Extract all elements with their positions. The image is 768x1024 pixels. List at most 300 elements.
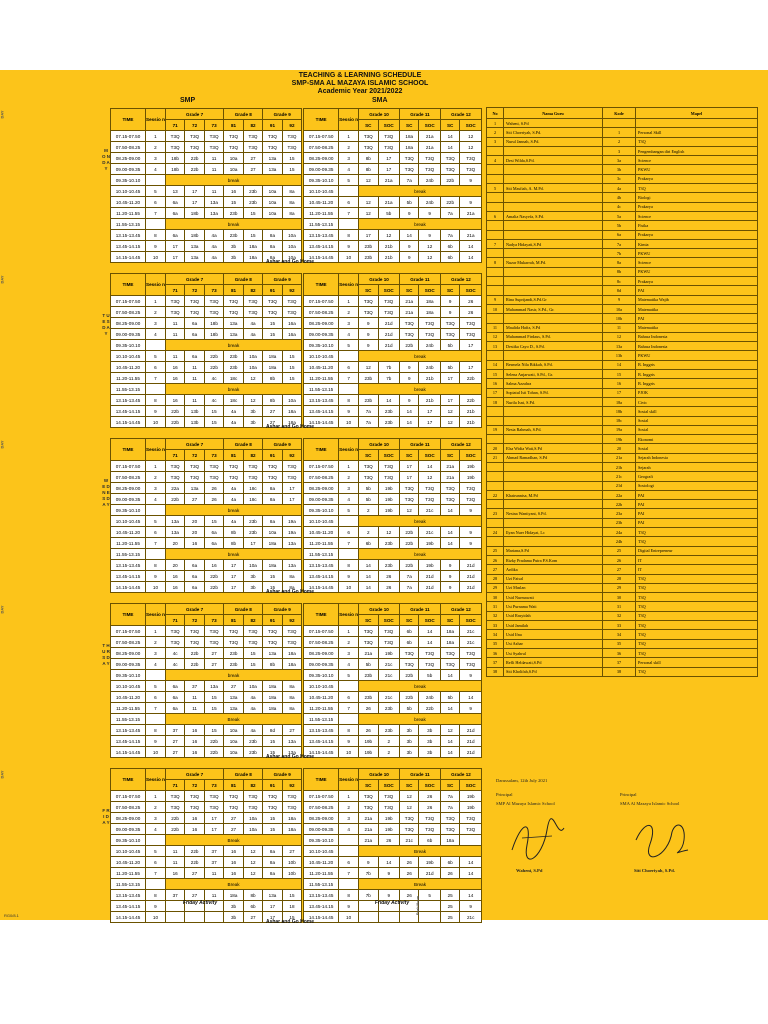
session-cell	[146, 835, 166, 846]
time-cell: 07.50-08.25	[111, 802, 146, 813]
staff-subject: T3Q	[636, 602, 758, 611]
sma-subject-cell: 3b	[419, 736, 440, 747]
column-gap	[302, 450, 304, 461]
sma-class-header: SOC	[378, 285, 399, 296]
sma-subject-cell: 21b	[378, 252, 399, 263]
sma-subject-cell: 23b	[378, 538, 399, 549]
smp-subject-cell: 11	[204, 890, 223, 901]
smp-subject-cell: 18a	[263, 681, 282, 692]
smp-subject-cell: 16	[165, 362, 184, 373]
smp-subject-cell: 3b	[243, 582, 262, 593]
smp-subject-cell: 16	[165, 582, 184, 593]
sma-subject-cell: 3b	[400, 736, 419, 747]
staff-code: 8a	[603, 258, 636, 267]
schedule-row	[111, 868, 482, 879]
sma-subject-cell: 17	[378, 153, 399, 164]
sma-class-header: SOC	[460, 285, 482, 296]
sma-subject-cell: 21a	[440, 472, 459, 483]
schedule-row	[111, 153, 482, 164]
time-header: TIME	[304, 769, 339, 791]
session-cell: 9	[339, 736, 359, 747]
smp-subject-cell: 6a	[185, 318, 204, 329]
smp-subject-cell: 15	[263, 824, 282, 835]
session-cell	[339, 846, 359, 857]
smp-class-header: 72	[185, 615, 204, 626]
schedule-row	[111, 692, 482, 703]
session-cell	[146, 714, 166, 725]
smp-class-header: 81	[224, 780, 243, 791]
staff-code: 6a	[603, 230, 636, 239]
sma-subject-cell: 23b	[359, 373, 378, 384]
sma-subject-cell: 21d	[419, 582, 440, 593]
staff-row	[487, 602, 758, 611]
smp-class-header: 92	[282, 120, 301, 131]
session-cell: 6	[339, 197, 359, 208]
staff-row	[487, 388, 758, 397]
sma-class-header: SC	[440, 120, 459, 131]
smp-subject-cell: 10a	[282, 241, 301, 252]
sma-subject-cell: 22b	[400, 527, 419, 538]
sma-subject-cell: 26	[378, 582, 399, 593]
staff-no: 29	[487, 583, 504, 592]
sma-subject-cell: 18a	[419, 296, 440, 307]
sma-subject-cell: T3Q	[460, 813, 482, 824]
sma-subject-cell: 9	[359, 318, 378, 329]
praktikum-label: Praktikum	[415, 895, 421, 916]
session-header: Sessio n	[146, 439, 166, 461]
smp-subject-cell: 8a	[263, 846, 282, 857]
time-cell: 10.10-10.45	[304, 681, 339, 692]
smp-class-header: 73	[204, 450, 223, 461]
sma-subject-cell: 22b	[460, 373, 482, 384]
staff-code: 13a	[603, 342, 636, 351]
smp-subject-cell: 10a	[224, 747, 243, 758]
sma-subject-cell: 3b	[400, 725, 419, 736]
session-cell: 6	[339, 857, 359, 868]
day-letters: T H U R S D A Y	[102, 643, 110, 666]
staff-row	[487, 342, 758, 351]
staff-code: 30	[603, 593, 636, 602]
session-cell	[146, 670, 166, 681]
sma-subject-cell: 23b	[359, 670, 378, 681]
smp-subject-cell: 15	[243, 659, 262, 670]
smp-class-header: 82	[243, 615, 262, 626]
staff-name	[504, 351, 603, 360]
smp-subject-cell: 18a	[263, 560, 282, 571]
schedule-row	[111, 395, 482, 406]
smp-class-header: 81	[224, 450, 243, 461]
sma-subject-cell: 26	[460, 296, 482, 307]
smp-subject-cell: 18a	[282, 648, 301, 659]
staff-name	[504, 472, 603, 481]
staff-row	[487, 211, 758, 220]
sma-subject-cell: T3Q	[440, 318, 459, 329]
session-cell: 8	[146, 230, 166, 241]
schedule-row	[111, 175, 482, 186]
time-cell: 09.00-09.35	[304, 824, 339, 835]
time-cell: 09.00-09.35	[111, 494, 146, 505]
smp-grade-header: Grade 7	[165, 769, 223, 780]
smp-subject-cell: 18a	[224, 890, 243, 901]
smp-class-header: 72	[185, 450, 204, 461]
smp-class-header: 71	[165, 780, 184, 791]
sma-subject-cell: T3Q	[419, 318, 440, 329]
schedule-row	[111, 560, 482, 571]
smp-subject-cell: 13a	[282, 736, 301, 747]
staff-code: 21d	[603, 481, 636, 490]
session-cell: 3	[146, 318, 166, 329]
time-cell: 14.15-14.45	[111, 252, 146, 263]
staff-row	[487, 472, 758, 481]
staff-subject: Bahasa Indonesia	[636, 342, 758, 351]
staff-subject: PAI	[636, 518, 758, 527]
time-cell: 11.20-11.55	[304, 373, 339, 384]
smp-subject-cell: 22b	[165, 417, 184, 428]
smp-subject-cell: T3Q	[165, 802, 184, 813]
session-header: Sessio n	[146, 109, 166, 131]
staff-subject: PAI	[636, 314, 758, 323]
sma-subject-cell: 2	[378, 736, 399, 747]
smp-subject-cell: 4a	[243, 725, 262, 736]
staff-no: 35	[487, 639, 504, 648]
smp-subject-cell: 10a	[224, 725, 243, 736]
sma-subject-cell: 9	[400, 395, 419, 406]
time-cell: 11.55-13.15	[111, 879, 146, 890]
staff-name	[504, 193, 603, 202]
smp-subject-cell: T3Q	[204, 472, 223, 483]
sma-subject-cell: 25	[440, 912, 459, 923]
smp-subject-cell: 27	[243, 164, 262, 175]
session-cell: 8	[339, 890, 359, 901]
sma-subject-cell: 23b	[359, 692, 378, 703]
staff-code: 38	[603, 667, 636, 676]
smp-subject-cell: T3Q	[263, 472, 282, 483]
staff-row	[487, 490, 758, 499]
sma-subject-cell: 21a	[359, 648, 378, 659]
staff-subject: T3Q	[636, 583, 758, 592]
smp-subject-cell: T3Q	[224, 307, 243, 318]
staff-name	[504, 267, 603, 276]
sma-grade-header: Grade 12	[440, 439, 481, 450]
smp-subject-cell: 15	[263, 318, 282, 329]
time-cell: 14.15-14.45	[111, 417, 146, 428]
staff-code: 31	[603, 602, 636, 611]
schedule-row	[111, 329, 482, 340]
time-cell: 10.45-11.20	[304, 362, 339, 373]
smp-class-header: 81	[224, 285, 243, 296]
smp-subject-cell: 8b	[263, 659, 282, 670]
sma-break-cell: break	[359, 516, 482, 527]
sma-subject-cell: 19b	[378, 483, 399, 494]
sma-subject-cell: 23b	[359, 252, 378, 263]
staff-row	[487, 407, 758, 416]
session-cell: 9	[146, 571, 166, 582]
staff-header-code: Kode	[603, 108, 636, 119]
smp-subject-cell: T3Q	[204, 637, 223, 648]
staff-subject: Science	[636, 258, 758, 267]
staff-row	[487, 500, 758, 509]
staff-row	[487, 174, 758, 183]
staff-name	[504, 314, 603, 323]
smp-subject-cell: 18	[282, 901, 301, 912]
sma-subject-cell: 22b	[400, 692, 419, 703]
sma-subject-cell: T3Q	[419, 483, 440, 494]
smp-subject-cell: 12	[243, 846, 262, 857]
smp-subject-cell: T3Q	[185, 802, 204, 813]
session-cell: 9	[339, 571, 359, 582]
sma-class-header: SOC	[378, 615, 399, 626]
schedule-row	[111, 406, 482, 417]
staff-no: 20	[487, 444, 504, 453]
sma-subject-cell: T3Q	[440, 329, 459, 340]
session-cell: 1	[146, 791, 166, 802]
smp-subject-cell: 23b	[243, 736, 262, 747]
sma-subject-cell: T3Q	[359, 131, 378, 142]
smp-class-header: 72	[185, 285, 204, 296]
sma-class-header: SOC	[419, 780, 440, 791]
smp-subject-cell: 27	[243, 912, 262, 923]
session-cell: 5	[339, 505, 359, 516]
staff-code: 28	[603, 574, 636, 583]
sma-subject-cell: 19b	[460, 802, 482, 813]
session-cell: 9	[339, 241, 359, 252]
sma-subject-cell: 5b	[378, 208, 399, 219]
sma-subject-cell	[378, 912, 399, 923]
smp-subject-cell: 3b	[243, 417, 262, 428]
sma-subject-cell: 9	[440, 296, 459, 307]
session-cell: 3	[146, 483, 166, 494]
smp-subject-cell: 18a	[263, 692, 282, 703]
smp-class-header: 92	[282, 450, 301, 461]
staff-subject: PKWU	[636, 267, 758, 276]
smp-subject-cell: T3Q	[263, 142, 282, 153]
sma-subject-cell: 3b	[400, 747, 419, 758]
sma-subject-cell: 19b	[460, 791, 482, 802]
staff-subject: Kimia	[636, 239, 758, 248]
time-cell: 11.20-11.55	[304, 703, 339, 714]
smp-subject-cell: T3Q	[263, 461, 282, 472]
staff-name: Nurila Isni, S.Pd.	[504, 397, 603, 406]
smp-subject-cell: 13a	[224, 329, 243, 340]
time-cell: 14.15-14.45	[304, 582, 339, 593]
time-cell: 07.50-08.25	[304, 142, 339, 153]
session-cell	[339, 351, 359, 362]
time-cell: 07.15-07.50	[304, 131, 339, 142]
column-gap	[302, 780, 304, 791]
smp-subject-cell: T3Q	[185, 142, 204, 153]
smp-subject-cell: 15	[204, 703, 223, 714]
smp-grade-header: Grade 8	[224, 769, 263, 780]
sma-subject-cell: 7a	[359, 406, 378, 417]
schedule-row	[111, 538, 482, 549]
schedule-row	[111, 241, 482, 252]
staff-name	[504, 435, 603, 444]
staff-name	[504, 500, 603, 509]
smp-subject-cell: T3Q	[224, 461, 243, 472]
time-cell: 08.25-09.00	[111, 153, 146, 164]
smp-subject-cell: T3Q	[282, 637, 301, 648]
schedule-row	[111, 648, 482, 659]
staff-code: 4b	[603, 193, 636, 202]
session-cell: 8	[146, 890, 166, 901]
sma-subject-cell: 21d	[460, 582, 482, 593]
smp-class-header: 92	[282, 285, 301, 296]
sma-subject-cell: 23b	[359, 395, 378, 406]
sma-subject-cell: 7b	[378, 362, 399, 373]
time-cell: 14.15-14.45	[304, 747, 339, 758]
staff-name: Uzi Faisal	[504, 574, 603, 583]
sma-subject-cell: 14	[400, 417, 419, 428]
sma-subject-cell: 18a	[400, 131, 419, 142]
smp-subject-cell: 15	[224, 197, 243, 208]
staff-row	[487, 184, 758, 193]
sma-subject-cell: 14	[440, 142, 459, 153]
staff-code: 22a	[603, 490, 636, 499]
time-cell: 09.35-10.10	[111, 835, 146, 846]
smp-subject-cell: T3Q	[204, 307, 223, 318]
sma-subject-cell: 5b	[359, 483, 378, 494]
sma-subject-cell: 12	[359, 362, 378, 373]
sma-subject-cell: T3Q	[460, 494, 482, 505]
smp-subject-cell: 17	[224, 560, 243, 571]
staff-row	[487, 304, 758, 313]
schedule-row	[111, 362, 482, 373]
staff-code: 7b	[603, 249, 636, 258]
staff-name: Elsa Widia Wati,S.Pd	[504, 444, 603, 453]
staff-no: 27	[487, 565, 504, 574]
session-cell	[339, 681, 359, 692]
sma-subject-cell: 14	[440, 131, 459, 142]
sma-subject-cell: T3Q	[419, 153, 440, 164]
time-cell: 11.55-13.15	[111, 384, 146, 395]
sma-subject-cell: 21d	[378, 318, 399, 329]
sma-subject-cell: T3Q	[359, 461, 378, 472]
sma-subject-cell: T3Q	[419, 494, 440, 505]
smp-grade-header: Grade 9	[263, 274, 302, 285]
staff-row	[487, 611, 758, 620]
staff-code: 8b	[603, 267, 636, 276]
time-cell: 13.45-14.15	[111, 901, 146, 912]
sma-subject-cell: 22b	[460, 395, 482, 406]
class-header-row	[111, 285, 482, 296]
sma-subject-cell: 21b	[378, 241, 399, 252]
smp-subject-cell: 12	[243, 373, 262, 384]
time-header: TIME	[111, 769, 146, 791]
staff-name: Ustd Jamilah	[504, 621, 603, 630]
time-cell: 13.15-13.45	[111, 230, 146, 241]
sma-subject-cell: 25	[440, 901, 459, 912]
smp-subject-cell: T3Q	[224, 131, 243, 142]
sma-subject-cell: T3Q	[378, 142, 399, 153]
smp-class-header: 71	[165, 615, 184, 626]
sma-subject-cell: 12	[419, 241, 440, 252]
staff-code: 3b	[603, 165, 636, 174]
smp-subject-cell: 23b	[224, 362, 243, 373]
sma-subject-cell: T3Q	[419, 824, 440, 835]
smp-subject-cell: 16	[185, 813, 204, 824]
staff-name: Nesina Wantiyani, S.Pd.	[504, 509, 603, 518]
sma-subject-cell: 6b	[419, 835, 440, 846]
sma-class-header: SC	[359, 780, 378, 791]
session-cell	[146, 340, 166, 351]
smp-subject-cell: 13a	[185, 483, 204, 494]
time-cell: 13.45-14.15	[304, 406, 339, 417]
staff-name	[504, 286, 603, 295]
staff-no: 3	[487, 137, 504, 146]
sma-subject-cell: 21d	[419, 868, 440, 879]
sma-break-cell: break	[359, 384, 482, 395]
time-header: TIME	[111, 439, 146, 461]
sma-subject-cell: 17	[440, 395, 459, 406]
sma-subject-cell: 9	[460, 703, 482, 714]
smp-subject-cell: 22b	[185, 846, 204, 857]
staff-row	[487, 332, 758, 341]
staff-no: 12	[487, 332, 504, 341]
session-cell: 8	[146, 560, 166, 571]
time-cell: 07.15-07.50	[111, 791, 146, 802]
staff-name: Khairunnisa, M.Pd	[504, 490, 603, 499]
session-cell: 5	[146, 516, 166, 527]
sma-subject-cell: 14	[440, 527, 459, 538]
smp-subject-cell: T3Q	[282, 802, 301, 813]
staff-subject: PAI	[636, 490, 758, 499]
smp-subject-cell: T3Q	[243, 472, 262, 483]
session-cell: 5	[146, 681, 166, 692]
staff-header-subject: Mapel	[636, 108, 758, 119]
staff-no: 15	[487, 370, 504, 379]
time-cell: 13.45-14.15	[111, 241, 146, 252]
time-cell: 13.45-14.15	[304, 241, 339, 252]
smp-subject-cell: 15	[204, 692, 223, 703]
staff-subject	[636, 119, 758, 128]
staff-row	[487, 249, 758, 258]
sma-subject-cell: 23b	[378, 417, 399, 428]
sma-subject-cell: 21d	[460, 725, 482, 736]
smp-subject-cell: 11	[204, 186, 223, 197]
staff-name: Rizky Pradama Putra P.S.Kom	[504, 555, 603, 564]
staff-code: 5b	[603, 221, 636, 230]
friday-activity-sma: Friday Activity	[374, 900, 410, 906]
schedule-row	[111, 681, 482, 692]
session-cell: 4	[146, 659, 166, 670]
time-cell: 07.15-07.50	[304, 461, 339, 472]
staff-subject: Prakarya	[636, 277, 758, 286]
smp-subject-cell: 22a	[165, 483, 184, 494]
smp-subject-cell: T3Q	[204, 131, 223, 142]
smp-break-cell: Break	[165, 835, 301, 846]
schedule-row	[111, 351, 482, 362]
staff-subject: Fisika	[636, 221, 758, 230]
smp-subject-cell: 18b	[165, 153, 184, 164]
staff-subject: IT	[636, 565, 758, 574]
sma-subject-cell: 9	[460, 197, 482, 208]
smp-subject-cell: 13a	[165, 527, 184, 538]
session-cell	[339, 714, 359, 725]
smp-subject-cell: 8a	[263, 230, 282, 241]
smp-subject-cell: 37	[165, 890, 184, 901]
sma-subject-cell: 22b	[419, 703, 440, 714]
sma-subject-cell: 9	[460, 505, 482, 516]
smp-subject-cell: 15	[243, 208, 262, 219]
sma-subject-cell: T3Q	[419, 329, 440, 340]
smp-subject-cell: 23b	[224, 659, 243, 670]
smp-subject-cell: 26	[204, 494, 223, 505]
staff-row	[487, 165, 758, 174]
staff-code: 27	[603, 565, 636, 574]
sma-subject-cell: 17	[400, 472, 419, 483]
session-cell: 9	[146, 241, 166, 252]
sma-subject-cell: 9	[460, 527, 482, 538]
